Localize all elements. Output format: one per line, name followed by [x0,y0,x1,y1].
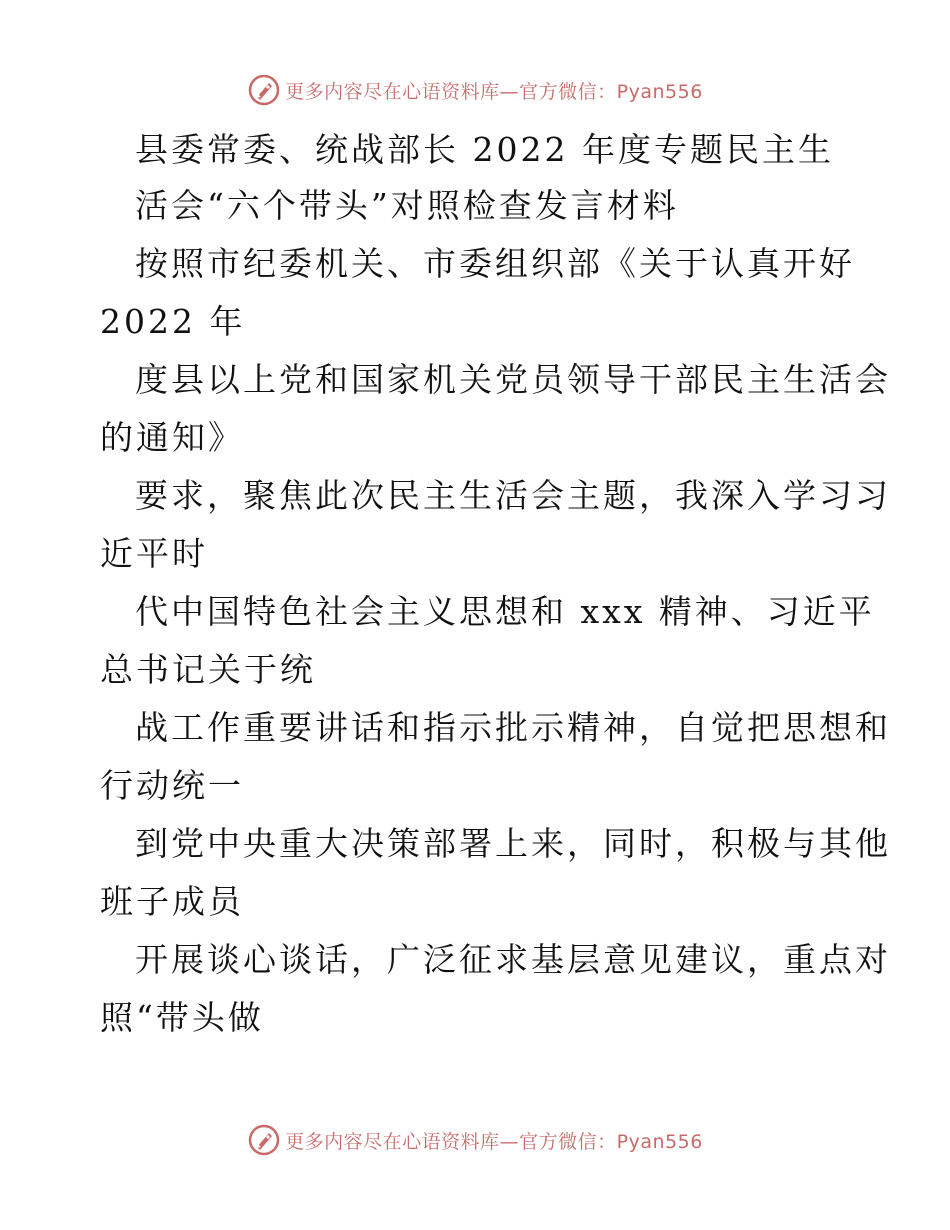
paragraph-line: 行动统一 [100,766,244,805]
footer-watermark-banner [0,1120,950,1160]
paragraph-line: 战工作重要讲话和指示批示精神，自觉把思想和 [135,708,891,747]
paragraph-line: 照“带头做 [100,998,264,1037]
watermark-text: 更多内容尽在心语资料库—官方微信：Pyan556 [285,1130,703,1153]
paragraph-line: 按照市纪委机关、市委组织部《关于认真开好 [135,244,855,283]
paragraph-line: 总书记关于统 [100,650,316,689]
paragraph-line: 班子成员 [100,882,244,921]
watermark-text: 更多内容尽在心语资料库—官方微信：Pyan556 [285,80,703,103]
paragraph-line: 的通知》 [100,418,244,457]
paragraph-line: 2022 年 [100,302,246,341]
paragraph-line: 要求，聚焦此次民主生活会主题，我深入学习习 [135,476,891,515]
title-line-2: 活会“六个带头”对照检查发言材料 [135,186,679,225]
paragraph-line: 代中国特色社会主义思想和 xxx 精神、习近平 [135,592,875,631]
paragraph-line: 度县以上党和国家机关党员领导干部民主生活会 [135,360,891,399]
paragraph-line: 到党中央重大决策部署上来，同时，积极与其他 [135,824,891,863]
title-line-1: 县委常委、统战部长 2022 年度专题民主生 [135,130,834,169]
paragraph-line: 近平时 [100,534,208,573]
pen-nib-logo-icon [247,1123,281,1157]
pen-nib-logo-icon [247,73,281,107]
header-watermark-banner [0,70,950,110]
paragraph-line: 开展谈心谈话，广泛征求基层意见建议，重点对 [135,940,891,979]
